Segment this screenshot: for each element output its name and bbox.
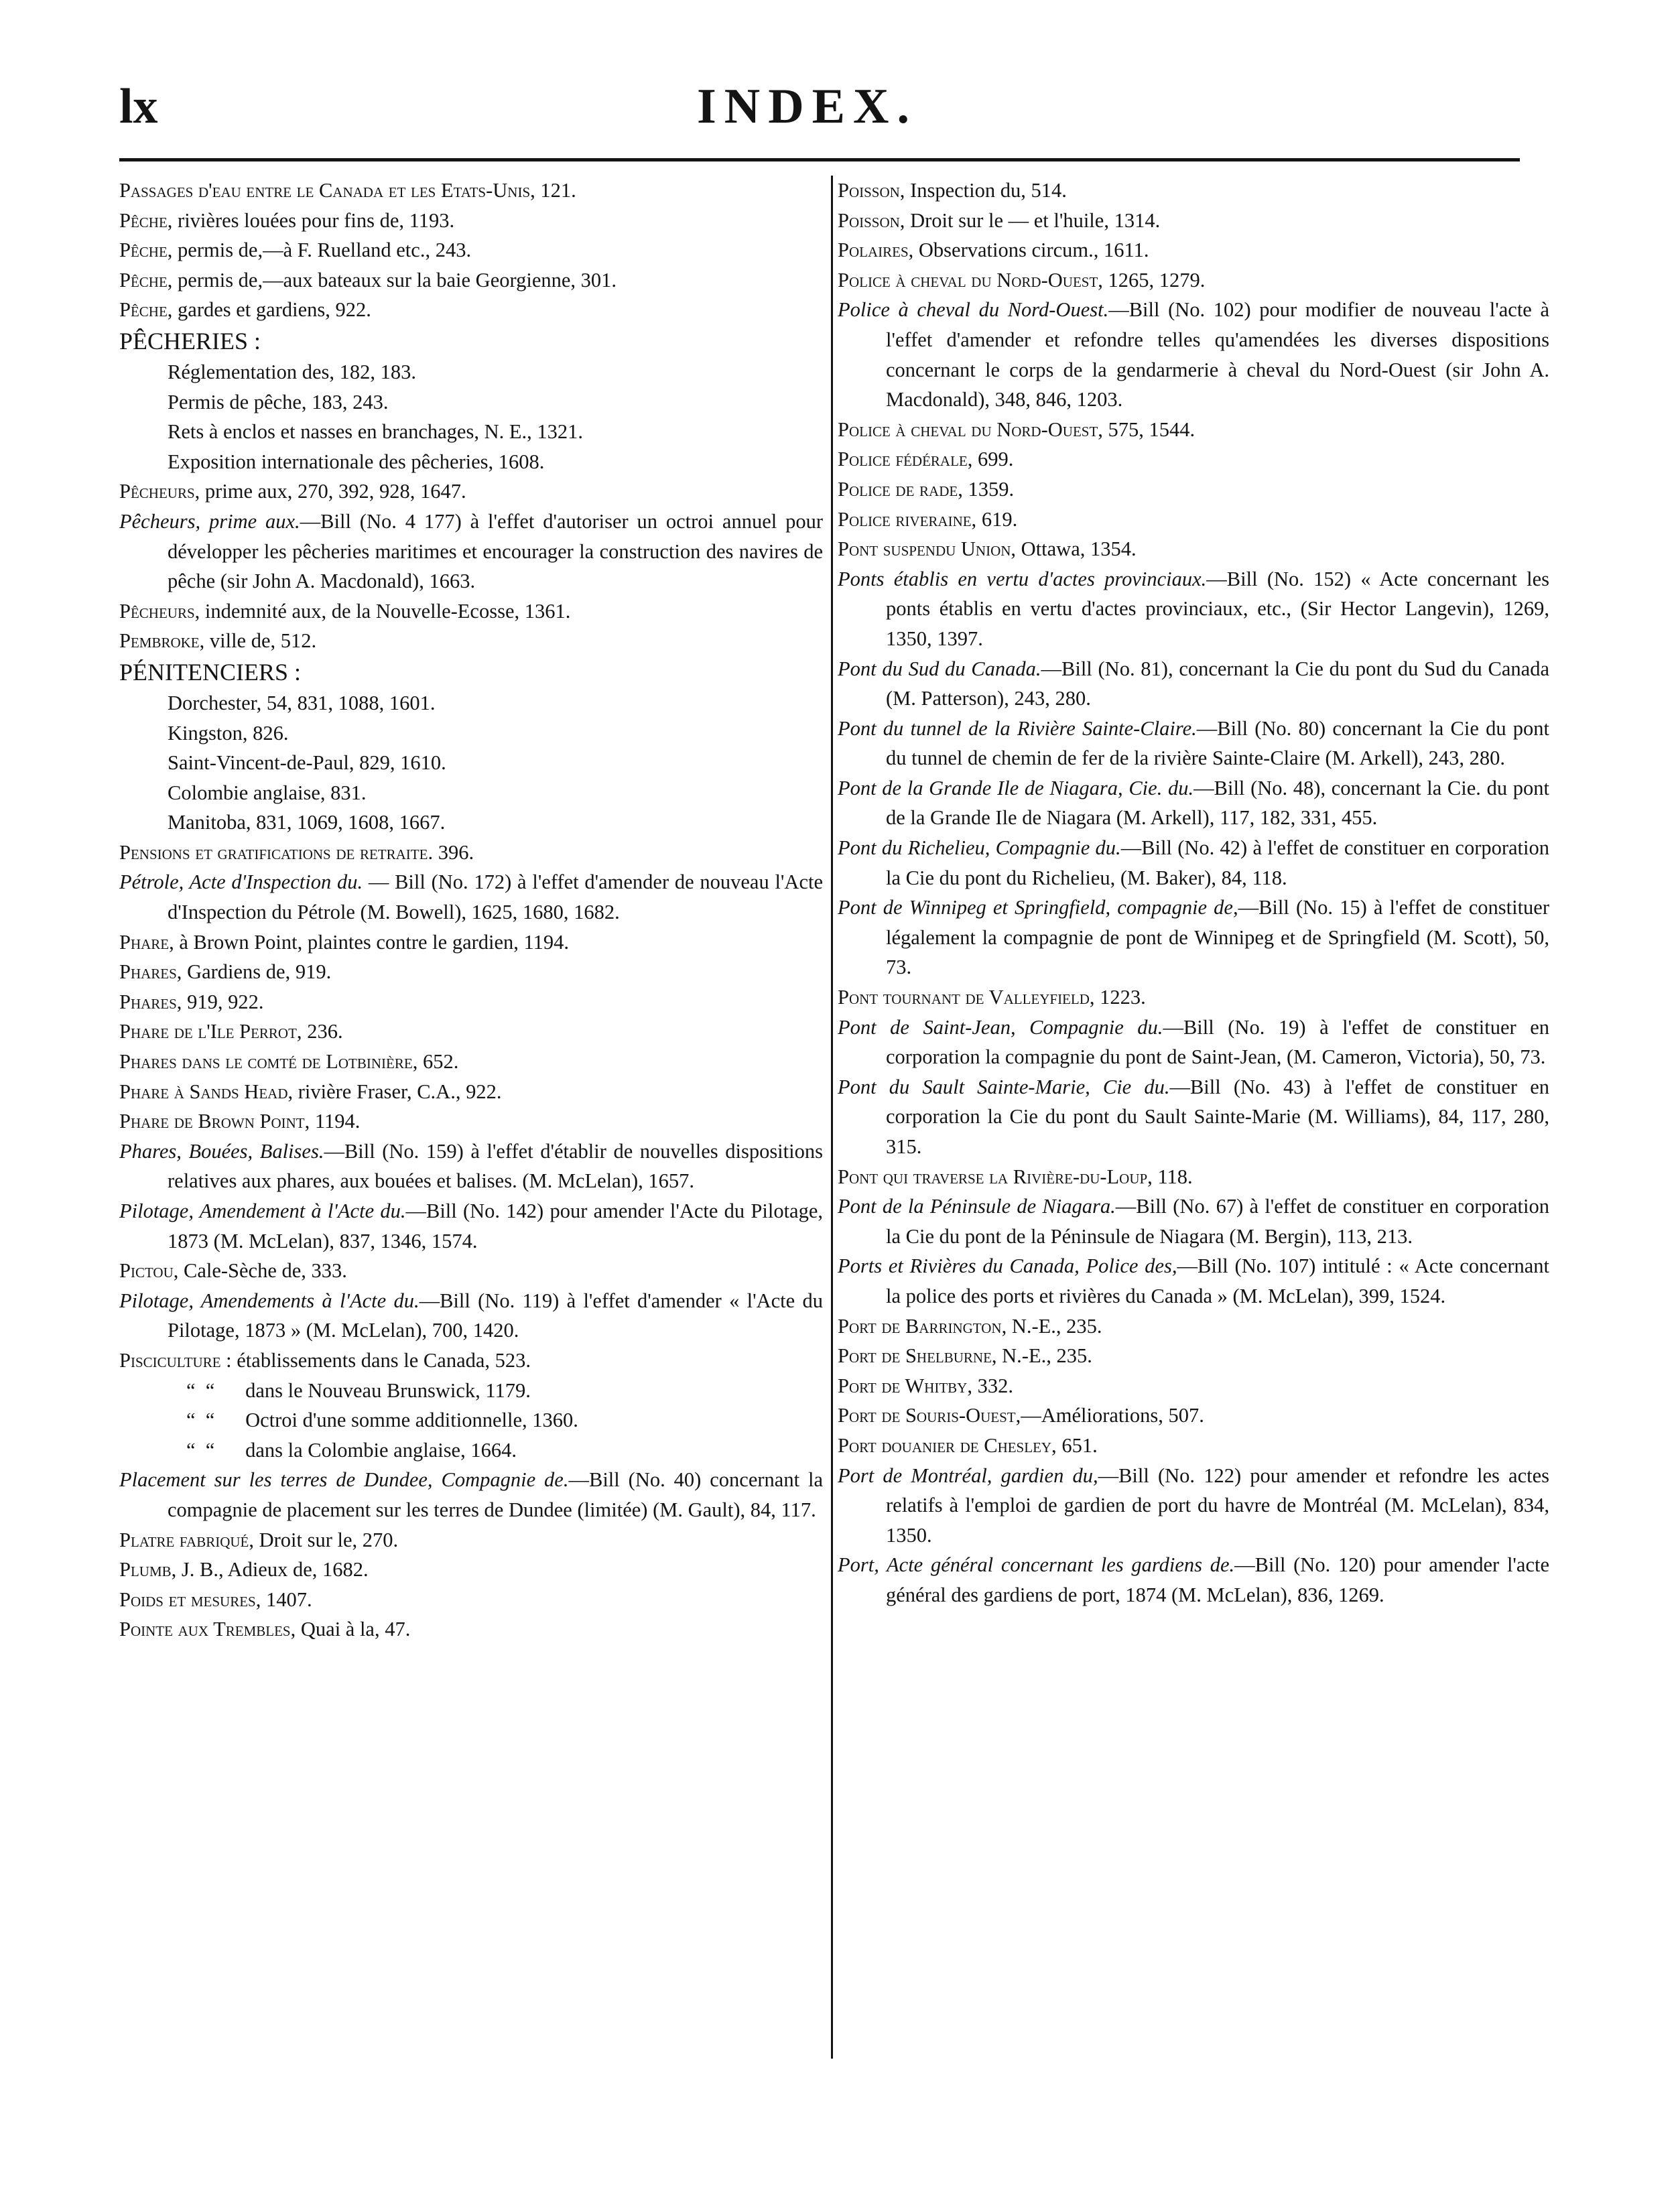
index-entry bbox=[119, 1106, 823, 1137]
entry-text: 396. bbox=[433, 840, 474, 864]
entry-text: —Bill (No. 40) concernant la compagnie de placement sur les terres de Dundee (limitée) (M. Gault), 84, 117. bbox=[168, 1468, 823, 1521]
entry-text: —Améliorations, 507. bbox=[1021, 1404, 1204, 1427]
index-entry bbox=[119, 206, 823, 236]
entry-text: ville de, 512. bbox=[204, 629, 317, 653]
entry-text: —Bill (No. 107) intitulé : « Acte concernant la police des ports et rivières du Canada » (M. McLelan), 399, 1524. bbox=[886, 1254, 1549, 1307]
index-entry bbox=[838, 833, 1549, 893]
index-entry bbox=[838, 415, 1549, 445]
index-entry bbox=[119, 1196, 823, 1256]
entry-heading: Phares, Bouées, Balises. bbox=[119, 1139, 324, 1163]
entry-heading: Phares dans le comté de Lotbinière, bbox=[119, 1050, 418, 1074]
entry-text: —Bill (No. 48), concernant la Cie. du pont de la Grande Ile de Niagara (M. Arkell), 117, 182, 331, 455. bbox=[886, 776, 1549, 830]
index-entry bbox=[119, 1435, 823, 1466]
entry-text: 1194. bbox=[310, 1110, 361, 1133]
entry-text: —Bill (No. 122) pour amender et refondre les actes relatifs à l'emploi de gardien de port du havre de Montréal (M. McLelan), 834, 1350. bbox=[886, 1464, 1549, 1547]
entry-heading: Pont de la Péninsule de Niagara. bbox=[838, 1195, 1116, 1218]
entry-heading: Port douanier de Chesley, bbox=[838, 1433, 1057, 1457]
index-entry bbox=[119, 387, 823, 417]
entry-text: 121. bbox=[535, 179, 576, 202]
index-entry bbox=[119, 987, 823, 1017]
index-entry bbox=[838, 1461, 1549, 1551]
index-entry bbox=[119, 1376, 823, 1406]
entry-heading: Plumb, bbox=[119, 1558, 177, 1581]
entry-text: permis de,—aux bateaux sur la baie Georgienne, 301. bbox=[172, 268, 617, 292]
entry-heading: Pilotage, Amendements à l'Acte du. bbox=[119, 1289, 419, 1312]
entry-text: gardes et gardiens, 922. bbox=[172, 298, 371, 322]
entry-text: —Bill (No. 43) à l'effet de constituer en corporation la Cie du pont du Sault Sainte-Marie (M. Williams), 84, 117, 280, 315. bbox=[886, 1075, 1549, 1158]
index-entry bbox=[119, 176, 823, 206]
entry-heading: Placement sur les terres de Dundee, Compagnie de. bbox=[119, 1468, 569, 1492]
index-entry bbox=[838, 534, 1549, 564]
index-entry bbox=[119, 1555, 823, 1585]
entry-heading: PÉNITENCIERS : bbox=[119, 658, 302, 686]
entry-heading: Pont tournant de Valleyfield, bbox=[838, 986, 1095, 1009]
index-entry bbox=[838, 1162, 1549, 1192]
entry-heading: Poids et mesures, bbox=[119, 1588, 261, 1611]
entry-text: 919, 922. bbox=[182, 990, 264, 1013]
index-entry bbox=[119, 417, 823, 447]
entry-text: 1265, 1279. bbox=[1102, 268, 1206, 292]
entry-text: Cale-Sèche de, 333. bbox=[178, 1259, 347, 1283]
entry-heading: Police à cheval du Nord-Ouest, bbox=[838, 268, 1103, 292]
entry-heading: Phare de l'Ile Perrot, bbox=[119, 1020, 302, 1043]
entry-text: —Bill (No. 15) à l'effet de constituer légalement la compagnie de pont de Winnipeg et de Springfield (M. Scott), 50, 73. bbox=[886, 896, 1550, 979]
entry-text: 235. bbox=[1061, 1314, 1102, 1338]
index-entry bbox=[119, 507, 823, 596]
index-entry bbox=[119, 1256, 823, 1286]
entry-heading: Pictou, bbox=[119, 1259, 179, 1283]
entry-text: Ottawa, 1354. bbox=[1016, 537, 1137, 561]
index-entry bbox=[119, 688, 823, 718]
index-entry bbox=[838, 1550, 1549, 1610]
entry-heading: Port de Shelburne, N.-E., bbox=[838, 1344, 1051, 1368]
entry-text: établissements dans le Canada, 523. bbox=[231, 1348, 531, 1372]
entry-heading: Pont suspendu Union, bbox=[838, 537, 1017, 561]
index-entry bbox=[838, 1401, 1549, 1431]
entry-heading: Port de Barrington, N.-E., bbox=[838, 1314, 1061, 1338]
entry-text: 619. bbox=[976, 507, 1018, 531]
index-entry bbox=[119, 1286, 823, 1346]
entry-heading: Police fédérale, bbox=[838, 448, 973, 471]
entry-heading: Pont de la Grande Ile de Niagara, Cie. du. bbox=[838, 776, 1194, 799]
index-entry bbox=[838, 1341, 1549, 1371]
entry-heading: Pêcheurs, prime aux. bbox=[119, 509, 300, 533]
index-entry bbox=[119, 808, 823, 838]
entry-text: —Bill (No. 80) concernant la Cie du pont du tunnel de chemin de fer de la rivière Sainte-Claire (M. Arkell), 243, 280. bbox=[886, 716, 1549, 770]
index-entry bbox=[838, 1311, 1549, 1342]
entry-text: Réglementation des, 182, 183. bbox=[168, 360, 417, 383]
index-entry bbox=[838, 265, 1549, 296]
entry-heading: Phares, bbox=[119, 960, 182, 984]
entry-heading: Phare à Sands Head, bbox=[119, 1080, 294, 1103]
entry-heading: Port de Souris-Ouest, bbox=[838, 1404, 1021, 1427]
entry-heading: Pêche, bbox=[119, 268, 173, 292]
index-entry bbox=[119, 1614, 823, 1644]
entry-heading: Police à cheval du Nord-Ouest. bbox=[838, 298, 1109, 322]
entry-text: —Bill (No. 120) pour amender l'acte général des gardiens de port, 1874 (M. McLelan), 836, 1269. bbox=[886, 1553, 1549, 1606]
index-entry bbox=[119, 325, 823, 357]
entry-heading: Port de Montréal, gardien du, bbox=[838, 1464, 1098, 1487]
entry-heading: Pont de Saint-Jean, Compagnie du. bbox=[838, 1015, 1163, 1039]
entry-heading: Phare de Brown Point, bbox=[119, 1110, 310, 1133]
entry-text: —Bill (No. 142) pour amender l'Acte du Pilotage, 1873 (M. McLelan), 837, 1346, 1574. bbox=[168, 1200, 823, 1252]
entry-heading: Pêche, bbox=[119, 239, 173, 262]
entry-heading: Poisson, bbox=[838, 179, 905, 202]
index-entry bbox=[838, 474, 1549, 505]
index-entry bbox=[838, 773, 1549, 833]
entry-heading: Pensions et gratifications de retraite. bbox=[119, 840, 434, 864]
index-entry bbox=[838, 1431, 1549, 1461]
entry-text: Dorchester, 54, 831, 1088, 1601. bbox=[168, 691, 436, 714]
index-entry bbox=[119, 748, 823, 778]
entry-heading: Pisciculture : bbox=[119, 1348, 232, 1372]
entry-heading: Passages d'eau entre le Canada et les Etats-Unis, bbox=[119, 179, 535, 202]
index-entry bbox=[119, 447, 823, 477]
index-entry bbox=[119, 265, 823, 296]
index-entry bbox=[119, 1405, 823, 1435]
index-entry bbox=[119, 718, 823, 749]
index-entry bbox=[838, 295, 1549, 414]
entry-text: 575, 1544. bbox=[1102, 417, 1196, 441]
entry-text: 332. bbox=[972, 1374, 1013, 1397]
index-entry bbox=[119, 1077, 823, 1107]
entry-heading: Pont du Sault Sainte-Marie, Cie du. bbox=[838, 1075, 1170, 1098]
header-rule bbox=[119, 158, 1520, 162]
entry-heading: Police de rade, bbox=[838, 477, 963, 501]
index-entry bbox=[119, 957, 823, 987]
entry-text: “ “ dans la Colombie anglaise, 1664. bbox=[186, 1438, 517, 1462]
index-entry bbox=[838, 206, 1549, 236]
entry-text: Rets à enclos et nasses en branchages, N. E., 1321. bbox=[168, 420, 583, 444]
left-column bbox=[119, 176, 823, 1644]
index-entry bbox=[119, 1017, 823, 1047]
entry-heading: Polaires, bbox=[838, 239, 914, 262]
entry-heading: Police à cheval du Nord-Ouest, bbox=[838, 417, 1103, 441]
entry-heading: Pilotage, Amendement à l'Acte du. bbox=[119, 1200, 406, 1222]
entry-text: 1359. bbox=[962, 477, 1015, 501]
index-entry bbox=[838, 444, 1549, 474]
index-entry bbox=[119, 1047, 823, 1077]
entry-text: — Bill (No. 172) à l'effet d'amender de nouveau l'Acte d'Inspection du Pétrole (M. Bowell), 1625, 1680, 1682. bbox=[168, 870, 823, 924]
index-entry bbox=[119, 357, 823, 387]
entry-text: 236. bbox=[302, 1020, 343, 1043]
entry-text: “ “ Octroi d'une somme additionnelle, 1360. bbox=[186, 1409, 578, 1432]
entry-text: 652. bbox=[417, 1050, 459, 1074]
entry-text: —Bill (No. 119) à l'effet d'amender « l'Acte du Pilotage, 1873 » (M. McLelan), 700, 1420. bbox=[168, 1289, 823, 1342]
index-entry bbox=[119, 838, 823, 868]
entry-text: prime aux, 270, 392, 928, 1647. bbox=[200, 480, 466, 503]
entry-heading: Pêche, bbox=[119, 298, 173, 322]
entry-heading: Phares, bbox=[119, 990, 182, 1013]
entry-text: —Bill (No. 19) à l'effet de constituer en corporation la compagnie du pont de Saint-Jean, (M. Cameron, Victoria), 50, 73. bbox=[886, 1015, 1549, 1069]
entry-text: indemnité aux, de la Nouvelle-Ecosse, 1361. bbox=[200, 599, 571, 623]
entry-text: —Bill (No. 4 177) à l'effet d'autoriser un octroi annuel pour développer les pêcheries maritimes et encourager la construction des navires de pêche (sir John A. Macdonald), 1663. bbox=[168, 509, 823, 593]
index-entry bbox=[119, 927, 823, 958]
entry-text: Droit sur le — et l'huile, 1314. bbox=[905, 208, 1161, 232]
index-entry bbox=[119, 1585, 823, 1615]
entry-text: à Brown Point, plaintes contre le gardien, 1194. bbox=[174, 930, 570, 954]
page-number: lx bbox=[119, 79, 158, 134]
entry-heading: Pont du tunnel de la Rivière Sainte-Claire. bbox=[838, 716, 1197, 740]
entry-heading: PÊCHERIES : bbox=[119, 327, 261, 354]
entry-text: Inspection du, 514. bbox=[905, 179, 1067, 202]
entry-text: permis de,—à F. Ruelland etc., 243. bbox=[172, 239, 472, 262]
index-entry bbox=[838, 893, 1549, 982]
entry-text: 118. bbox=[1152, 1165, 1193, 1188]
entry-text: —Bill (No. 81), concernant la Cie du pont du Sud du Canada (M. Patterson), 243, 280. bbox=[886, 657, 1549, 710]
index-entry bbox=[838, 1251, 1549, 1311]
index-entry bbox=[838, 1191, 1549, 1251]
entry-text: 651. bbox=[1056, 1433, 1098, 1457]
entry-text: rivière Fraser, C.A., 922. bbox=[293, 1080, 502, 1103]
entry-heading: Poisson, bbox=[838, 208, 905, 232]
entry-heading: Pont du Richelieu, Compagnie du. bbox=[838, 836, 1121, 860]
entry-heading: Police riveraine, bbox=[838, 507, 977, 531]
index-entry bbox=[119, 778, 823, 808]
index-entry bbox=[119, 1465, 823, 1525]
index-entry bbox=[119, 1346, 823, 1376]
column-divider bbox=[831, 176, 833, 2059]
entry-heading: Pétrole, Acte d'Inspection du. bbox=[119, 870, 363, 894]
entry-heading: Pembroke, bbox=[119, 629, 205, 653]
entry-heading: Pêcheurs, bbox=[119, 599, 200, 623]
index-entry bbox=[838, 176, 1549, 206]
entry-heading: Ponts établis en vertu d'actes provinciaux. bbox=[838, 567, 1207, 590]
index-entry bbox=[119, 1137, 823, 1196]
entry-heading: Pêcheurs, bbox=[119, 480, 200, 503]
entry-text: —Bill (No. 159) à l'effet d'établir de nouvelles dispositions relatives aux phares, aux bouées et balises. (M. McLelan), 1657. bbox=[168, 1139, 823, 1193]
entry-heading: Platre fabriqué, bbox=[119, 1528, 254, 1551]
entry-text: Gardiens de, 919. bbox=[182, 960, 332, 984]
index-entry bbox=[119, 596, 823, 627]
entry-text: 1407. bbox=[261, 1588, 312, 1611]
entry-heading: Port, Acte général concernant les gardiens de. bbox=[838, 1553, 1235, 1577]
entry-text: Permis de pêche, 183, 243. bbox=[168, 390, 389, 413]
entry-text: —Bill (No. 152) « Acte concernant les ponts établis en vertu d'actes provinciaux, etc., (Sir Hector Langevin), 1269, 1350, 1397. bbox=[886, 567, 1549, 650]
entry-text: Observations circum., 1611. bbox=[913, 239, 1149, 262]
entry-text: —Bill (No. 42) à l'effet de constituer en corporation la Cie du pont du Richelieu, (M. Baker), 84, 118. bbox=[886, 836, 1549, 889]
page-title: INDEX. bbox=[697, 79, 917, 134]
index-entry bbox=[838, 1072, 1549, 1162]
index-entry bbox=[119, 476, 823, 507]
entry-text: Saint-Vincent-de-Paul, 829, 1610. bbox=[168, 751, 446, 775]
index-entry bbox=[838, 505, 1549, 535]
entry-heading: Ports et Rivières du Canada, Police des, bbox=[838, 1254, 1177, 1278]
entry-text: Colombie anglaise, 831. bbox=[168, 781, 367, 804]
index-entry bbox=[838, 564, 1549, 654]
entry-heading: Pêche, bbox=[119, 208, 173, 232]
entry-text: Quai à la, 47. bbox=[296, 1618, 411, 1641]
entry-text: —Bill (No. 102) pour modifier de nouveau l'acte à l'effet d'amender et refondre telles qu'amendées les diverses dispositions concernant le corps de la gendarmerie à cheval du Nord-Ouest (sir John A. Macdonald), 348, 846, 1203. bbox=[886, 298, 1549, 411]
entry-text: 699. bbox=[972, 448, 1014, 471]
entry-text: —Bill (No. 67) à l'effet de constituer en corporation la Cie du pont de la Péninsule de Niagara (M. Bergin), 113, 213. bbox=[886, 1195, 1549, 1248]
index-entry bbox=[119, 235, 823, 265]
entry-text: Manitoba, 831, 1069, 1608, 1667. bbox=[168, 811, 446, 834]
entry-text: Exposition internationale des pêcheries, 1608. bbox=[168, 450, 545, 473]
index-entry bbox=[838, 654, 1549, 714]
index-entry bbox=[838, 982, 1549, 1013]
entry-text: Kingston, 826. bbox=[168, 721, 289, 745]
entry-heading: Pointe aux Trembles, bbox=[119, 1618, 296, 1641]
entry-text: rivières louées pour fins de, 1193. bbox=[172, 208, 455, 232]
right-column bbox=[838, 176, 1549, 1610]
index-entry bbox=[838, 1371, 1549, 1401]
entry-text: “ “ dans le Nouveau Brunswick, 1179. bbox=[186, 1378, 531, 1402]
index-entry bbox=[119, 626, 823, 656]
entry-text: 235. bbox=[1051, 1344, 1092, 1368]
index-entry bbox=[119, 1525, 823, 1555]
index-entry bbox=[838, 714, 1549, 773]
entry-text: 1223. bbox=[1094, 986, 1146, 1009]
entry-text: Droit sur le, 270. bbox=[254, 1528, 399, 1551]
index-entry bbox=[119, 656, 823, 688]
entry-heading: Pont qui traverse la Rivière-du-Loup, bbox=[838, 1165, 1153, 1188]
index-entry bbox=[119, 867, 823, 927]
entry-heading: Pont du Sud du Canada. bbox=[838, 657, 1041, 680]
entry-heading: Pont de Winnipeg et Springfield, compagnie de, bbox=[838, 896, 1238, 919]
entry-text: J. B., Adieux de, 1682. bbox=[176, 1558, 369, 1581]
index-entry bbox=[119, 295, 823, 325]
entry-heading: Port de Whitby, bbox=[838, 1374, 972, 1397]
index-entry bbox=[838, 235, 1549, 265]
entry-heading: Phare, bbox=[119, 930, 174, 954]
index-entry bbox=[838, 1013, 1549, 1072]
